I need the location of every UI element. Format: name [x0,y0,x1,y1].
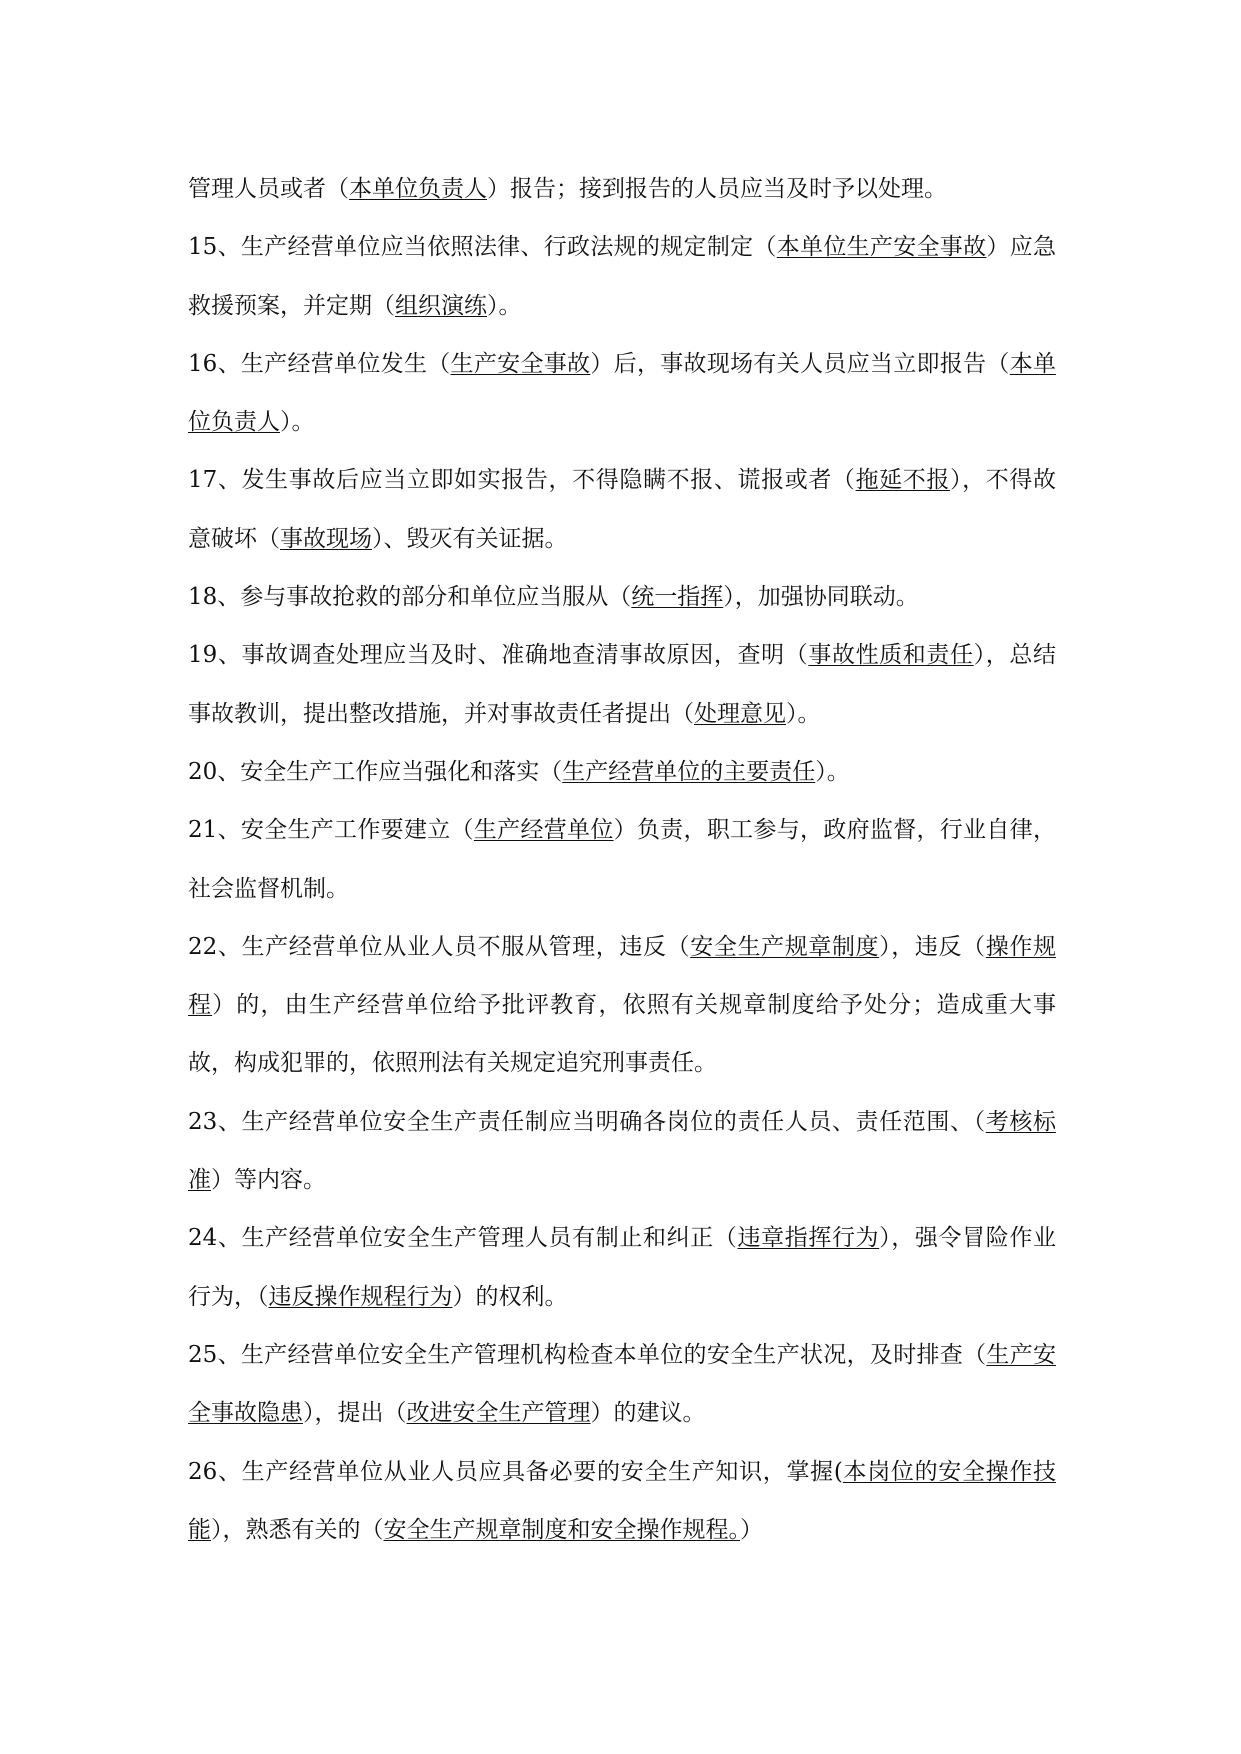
paragraph-text: ）的建议。 [590,1400,706,1427]
paragraph-text: 16、生产经营单位发生（ [188,350,451,377]
answer-fill-text: 统一指挥 [631,584,724,611]
paragraph-text: ）等内容。 [211,1167,326,1194]
paragraph-text: 25、生产经营单位安全生产管理机构检查本单位的安全生产状况，及时排查（ [188,1341,987,1368]
paragraph-text: 15、生产经营单位应当依照法律、行政法规的规定制定（ [188,234,777,261]
answer-fill-text: 改进安全生产管理 [406,1400,591,1427]
answer-fill-text: 事故现场 [280,525,372,552]
paragraph-text: ），总结事故教训，提出整改措施，并对事故责任者提出（ [188,642,1057,727]
paragraph-text: 22、生产经营单位从业人员不服从管理，违反（ [188,933,691,960]
answer-fill-text: 生产经营单位 [473,817,614,844]
paragraph [188,1209,1056,1326]
answer-fill-text: 本单位负责人 [188,350,1057,436]
answer-fill-text: 拖延不报 [855,467,951,494]
paragraph-text: ）。 [487,292,522,319]
answer-fill-text: 生产经营单位的主要责任 [562,758,816,785]
paragraph-text: ），违反（ [879,933,986,960]
paragraph-text: 20、安全生产工作应当强化和落实（ [188,758,563,785]
answer-fill-text: 安全生产规章制度和安全操作规程。 [383,1516,740,1543]
paragraph-text: ）。 [786,700,821,727]
paragraph-text: 23、生产经营单位安全生产责任制应当明确各岗位的责任人员、责任范围、（ [188,1108,986,1135]
paragraph-text: 24、生产经营单位安全生产管理人员有制止和纠正（ [188,1225,738,1252]
answer-fill-text: 违反操作规程行为 [268,1283,453,1310]
paragraph-text: ），不得故意破坏（ [188,467,1056,552]
paragraph-text: ），强令冒险作业行为，（ [188,1225,1056,1310]
paragraph [188,626,1056,743]
answer-fill-text: 组织演练 [395,292,487,319]
paragraph-text: ），熟悉有关的（ [211,1516,384,1543]
answer-fill-text: 生产安全事故 [450,350,591,377]
paragraph-text: ）。 [815,758,850,785]
paragraph-text: ）的权利。 [452,1283,568,1310]
paragraph [188,568,1056,626]
paragraph [188,1326,1056,1443]
answer-fill-text: 处理意见 [694,700,786,727]
paragraph-text: ）应急救援预案，并定期（ [188,234,1057,319]
document-body [188,160,1056,1559]
paragraph-text: ）报告；接到报告的人员应当及时予以处理。 [487,176,947,202]
paragraph [188,1093,1056,1210]
paragraph [188,451,1056,568]
answer-fill-text: 考核标准 [188,1108,1056,1194]
paragraph-text: 管理人员或者（ [188,176,349,202]
paragraph-text: ） [740,1516,763,1543]
paragraph [188,918,1056,1093]
paragraph [188,743,1056,801]
paragraph-text: ），加强协同联动。 [723,584,919,611]
paragraph-text: 18、参与事故抢救的部分和单位应当服从（ [188,584,632,611]
paragraph-text: ）、毁灭有关证据。 [372,525,568,552]
paragraph-text: 17、发生事故后应当立即如实报告，不得隐瞒不报、谎报或者（ [188,467,856,494]
paragraph [188,335,1056,452]
answer-fill-text: 操作规程 [188,933,1056,1019]
answer-fill-text: 安全生产规章制度 [690,933,880,960]
paragraph-text: ）后，事故现场有关人员应当立即报告（ [590,350,1010,377]
paragraph [188,160,1056,218]
paragraph-text: ），提出（ [303,1400,407,1427]
answer-fill-text: 事故性质和责任 [808,642,974,669]
paragraph-text: 21、安全生产工作要建立（ [188,817,474,844]
paragraph-text: ）。 [280,409,315,436]
paragraph [188,1443,1056,1560]
paragraph [188,801,1056,918]
answer-fill-text: 生产安全事故隐患 [188,1341,1056,1427]
answer-fill-text: 本岗位的安全操作技能 [188,1458,1056,1543]
paragraph-text: ）的，由生产经营单位给予批评教育，依照有关规章制度给予处分；造成重大事故，构成犯罪的，依照刑法有关规定追究刑事责任。 [188,992,1057,1077]
paragraph-text: ）负责，职工参与，政府监督，行业自律，社会监督机制。 [188,817,1057,902]
answer-fill-text: 本单位负责人 [349,176,487,202]
paragraph-text: 26、生产经营单位从业人员应具备必要的安全生产知识，掌握( [188,1458,843,1485]
answer-fill-text: 本单位生产安全事故 [776,234,987,261]
paragraph-text: 19、事故调查处理应当及时、准确地查清事故原因，查明（ [188,642,809,669]
paragraph [188,218,1056,335]
answer-fill-text: 违章指挥行为 [737,1225,880,1252]
